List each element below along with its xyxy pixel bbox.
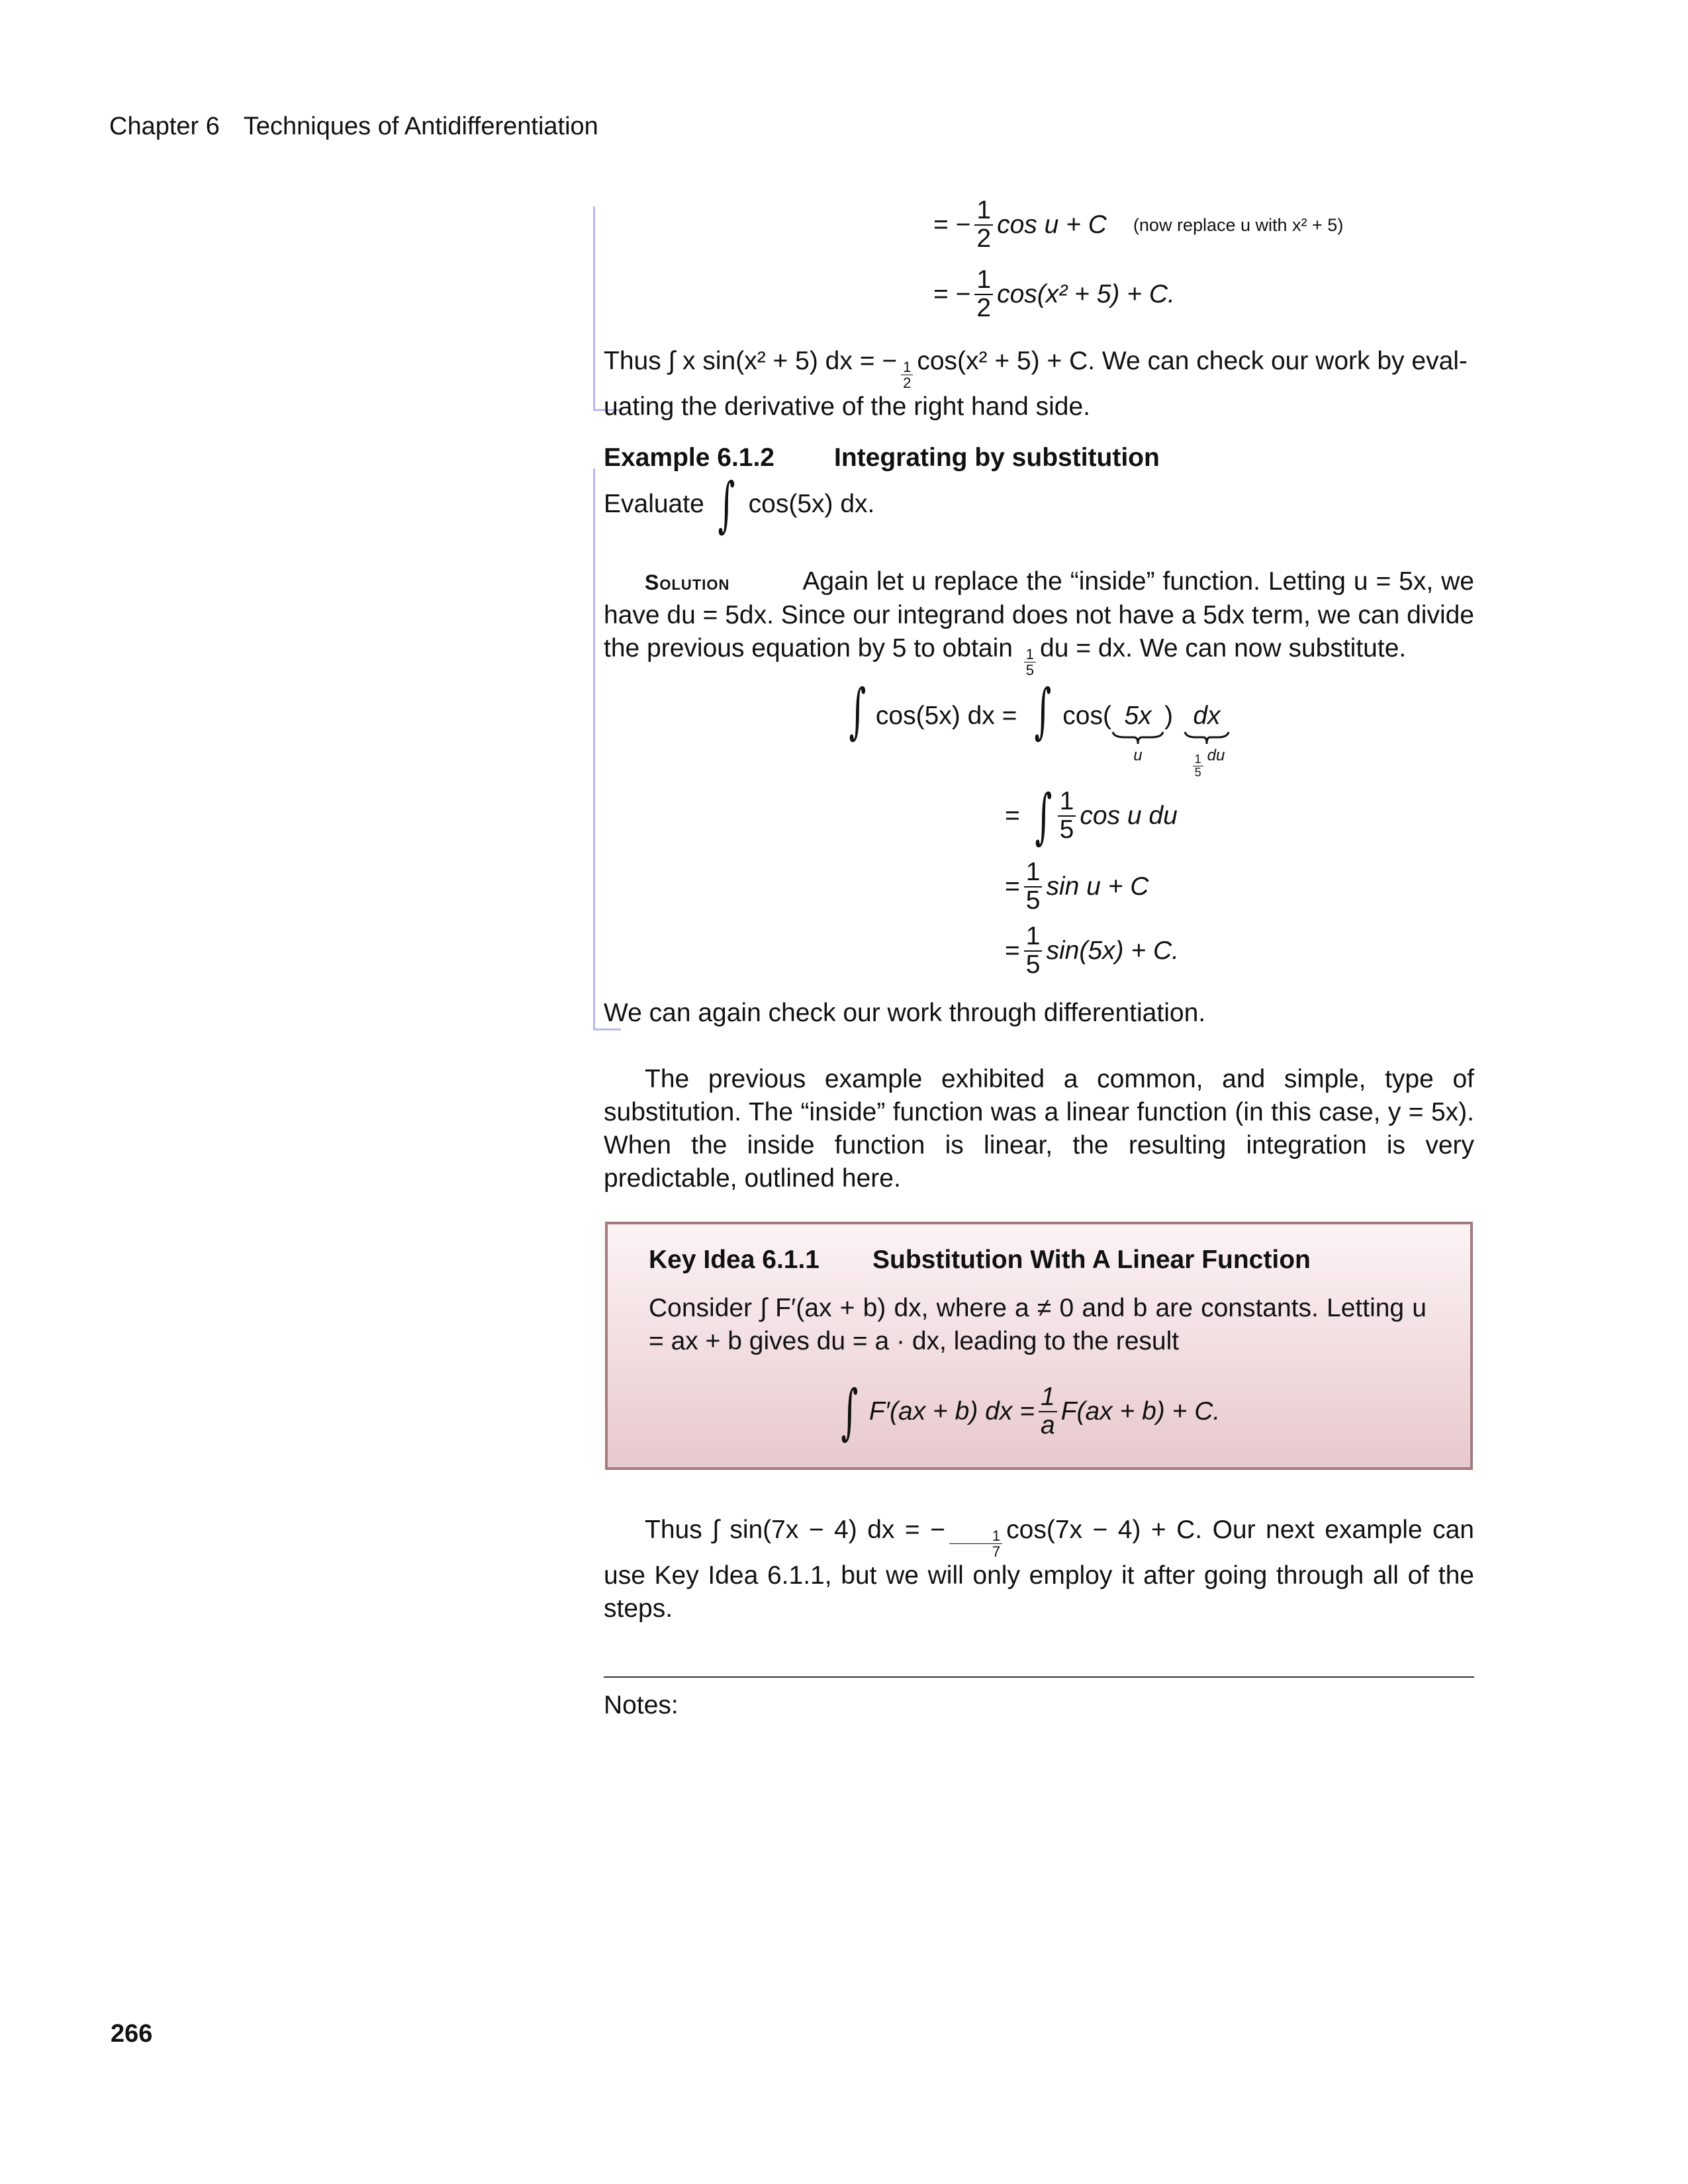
key-idea-label: Key Idea 6.1.1 (649, 1246, 820, 1274)
after-paragraph (604, 1514, 1474, 1625)
integral-sign: ∫ (841, 1377, 859, 1447)
equals-sign: = (1005, 936, 1020, 965)
example-heading (604, 443, 1160, 473)
key-idea-title: Substitution With A Linear Function (872, 1246, 1311, 1274)
equation-line (1005, 780, 1178, 852)
equals-sign: = (1005, 801, 1020, 830)
equals-sign: = (1005, 872, 1020, 901)
equals-sign: = − (933, 280, 971, 308)
fraction (949, 1528, 1002, 1559)
margin-bar (593, 206, 595, 410)
expression: cos( (1062, 702, 1111, 730)
denominator: 2 (903, 375, 912, 392)
integral-sign: ∫ (1035, 781, 1053, 851)
expression: dx (1193, 702, 1221, 730)
example-prompt (604, 471, 874, 537)
key-idea-text: Consider ∫ F′(ax + b) dx, where a ≠ 0 and b are constants. Letting u = ax + b gives du = a · dx, leading to the result (649, 1294, 1427, 1355)
chapter-number: Chapter 6 (109, 113, 220, 140)
integral-sign: ∫ (1034, 676, 1052, 746)
text: Thus ∫ sin(7x − 4) dx = − (645, 1516, 945, 1544)
margin-bar (593, 469, 595, 1030)
underbrace-du (1184, 702, 1230, 779)
expression: cos u + C (997, 210, 1107, 239)
equation-line (933, 258, 1175, 331)
numerator: 1 (1024, 923, 1043, 952)
key-idea-box (605, 1222, 1473, 1470)
solution-paragraph (604, 565, 1474, 678)
expression: F′(ax + b) dx = (868, 1397, 1035, 1426)
text: Thus ∫ x sin(x² + 5) dx = − (604, 347, 898, 375)
example-label: Example 6.1.2 (604, 443, 774, 472)
chapter-title: Techniques of Antidifferentiation (243, 113, 598, 140)
solution-label: Solution (645, 570, 730, 594)
denominator: 2 (976, 224, 992, 253)
numerator: 1 (1024, 647, 1036, 662)
notes-label: Notes: (604, 1691, 679, 1719)
fraction (1039, 1384, 1057, 1439)
expression: ) (1164, 702, 1173, 730)
denominator: 5 (1025, 950, 1041, 979)
numerator: 1 (974, 197, 993, 226)
denominator: a (1040, 1411, 1055, 1439)
integrand: cos(5x) dx. (748, 490, 875, 518)
equation-line (1005, 915, 1179, 987)
numerator: 1 (949, 1528, 1002, 1544)
key-idea-formula (839, 1375, 1220, 1448)
denominator: 5 (1025, 886, 1041, 915)
fraction (974, 267, 993, 322)
text: Evaluate (604, 490, 704, 518)
page-number: 266 (111, 2020, 153, 2048)
integral-sign: ∫ (718, 469, 735, 539)
integral-sign: ∫ (849, 676, 867, 746)
expression: 5x (1124, 702, 1152, 730)
text: cos(x² + 5) + C. We can check our work by eval- (917, 347, 1468, 375)
numerator: 1 (901, 359, 913, 375)
underbrace-u (1111, 702, 1164, 765)
fraction (1193, 753, 1203, 779)
underbrace-icon (1184, 731, 1230, 745)
fraction (1024, 923, 1043, 979)
fraction (901, 359, 913, 390)
numerator: 1 (1039, 1384, 1057, 1412)
text: cos(7x − 4) + C. Our next example can use Key Idea 6.1.1, but we will only employ it after going through all of the steps. (604, 1516, 1474, 1623)
expression: cos(x² + 5) + C. (997, 280, 1175, 308)
annotation-note: (now replace u with x² + 5) (1133, 214, 1344, 235)
underbrace-icon (1111, 731, 1164, 745)
example-closing: We can again check our work through differentiation. (604, 999, 1206, 1027)
denominator: 5 (1059, 815, 1074, 844)
numerator: 1 (974, 267, 993, 295)
expression: sin u + C (1046, 872, 1149, 901)
notes-divider (604, 1676, 1474, 1678)
denominator: 5 (1025, 662, 1035, 679)
thus-paragraph (604, 345, 1474, 424)
key-idea-heading (649, 1246, 1311, 1275)
substitution-equation (847, 676, 1230, 779)
denominator: 2 (976, 294, 992, 322)
fraction (974, 197, 993, 253)
fraction (1024, 647, 1036, 678)
equation-line (1005, 850, 1149, 923)
denominator: 5 (1194, 765, 1201, 779)
text: du = dx. We can now substitute. (1040, 634, 1407, 662)
example-title: Integrating by substitution (834, 443, 1160, 472)
equation-line (933, 189, 1343, 261)
expression: cos(5x) dx = (875, 702, 1017, 730)
numerator: 1 (1024, 859, 1043, 887)
expression: cos u du (1080, 801, 1178, 830)
numerator: 1 (1058, 788, 1076, 817)
equals-sign: = − (933, 210, 971, 239)
fraction (1024, 859, 1043, 915)
expression: F(ax + b) + C. (1060, 1397, 1221, 1426)
running-header (109, 113, 598, 141)
expression: sin(5x) + C. (1046, 936, 1179, 965)
denominator: 7 (992, 1543, 1001, 1561)
text: uating the derivative of the right hand side. (604, 392, 1090, 422)
text: Again let u replace the “inside” function. Letting u = 5x, we have du = 5dx. Since our integrand does not have a 5dx term, we can divide the previous equation by 5 to obtain (604, 567, 1474, 662)
brace-label: u (1133, 747, 1143, 764)
brace-label: du (1207, 747, 1225, 764)
numerator: 1 (1193, 753, 1203, 766)
body-paragraph: The previous example exhibited a common, and simple, type of substitution. The “inside” function was a linear function (in this case, y = 5x). When the inside function is linear, the resulting integration is very predictable, outlined here. (604, 1065, 1474, 1193)
fraction (1058, 788, 1076, 844)
